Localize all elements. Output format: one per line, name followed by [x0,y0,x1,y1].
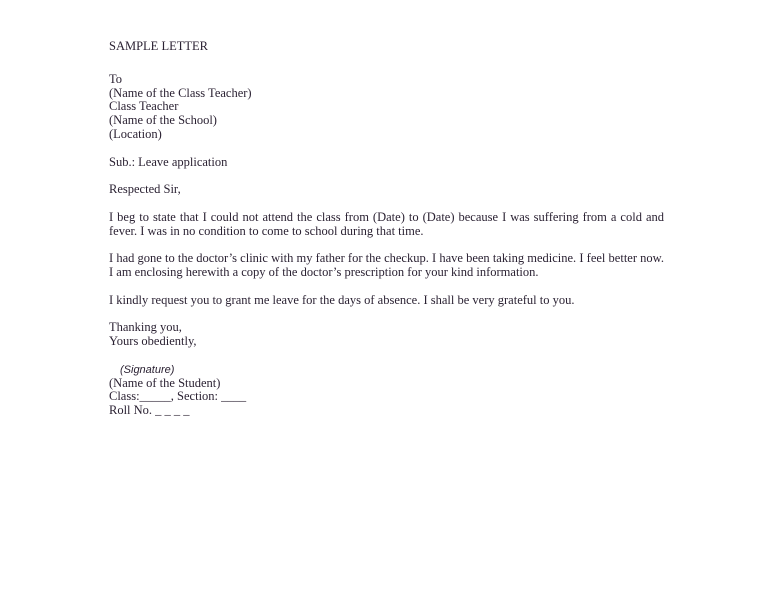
closing-sign-off: Yours obediently, [109,333,197,348]
student-name: (Name of the Student) [109,375,221,390]
recipient-address [109,73,664,142]
closing [109,321,664,349]
closing-thanks: Thanking you, [109,320,182,335]
letter-title: SAMPLE LETTER [109,39,208,53]
body-paragraph-3: I kindly request you to grant me leave for the days of absence. I shall be very grateful to you. [109,292,575,307]
address-location: (Location) [109,126,162,141]
subject-line: Sub.: Leave application [109,154,228,169]
address-school: (Name of the School) [109,113,217,128]
address-teacher-name: (Name of the Class Teacher) [109,85,252,100]
body-paragraph-2: I had gone to the doctor’s clinic with my father for the checkup. I have been taking medicine. I feel better now. I am enclosing herewith a copy of the doctor’s prescription for your kind information. [109,251,664,279]
salutation: Respected Sir, [109,182,181,197]
address-to: To [109,71,123,86]
roll-number: Roll No. _ _ _ _ [109,403,190,418]
address-designation: Class Teacher [109,99,179,114]
class-section: Class:_____, Section: ____ [109,389,247,404]
letter-document [109,40,664,418]
signature-block [109,363,664,418]
body-paragraph-1: I beg to state that I could not attend the class from (Date) to (Date) because I was suffering from a cold and fever. I was in no condition to come to school during that time. [109,209,664,238]
signature-placeholder: (Signature) [120,363,175,376]
